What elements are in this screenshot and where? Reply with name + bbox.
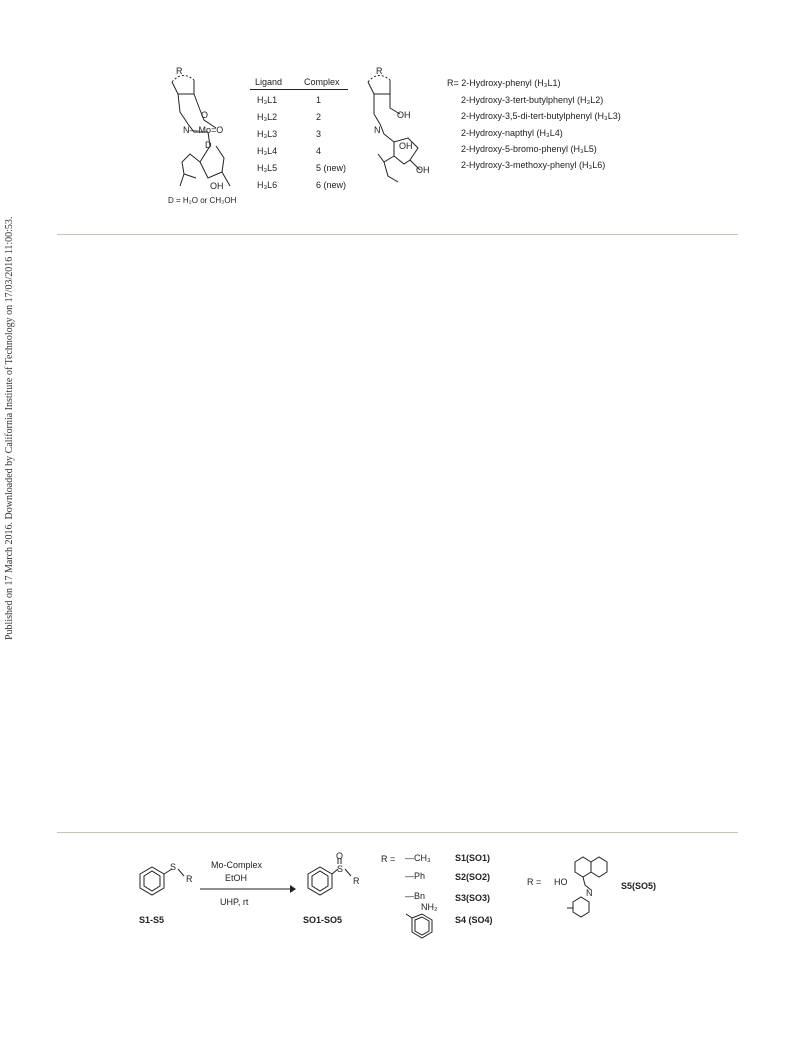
- r-definition: 2-Hydroxy-5-bromo-phenyl (H₃L5): [461, 144, 597, 154]
- reaction-arrow: [200, 884, 296, 894]
- product-label: SO1-SO5: [303, 915, 343, 925]
- ho-label: HO: [554, 877, 568, 887]
- arrow-solvent: EtOH: [225, 873, 248, 883]
- nh2-label: NH₂: [421, 902, 438, 912]
- ligand-oh-label: OH: [397, 110, 411, 120]
- r-equals: R =: [381, 854, 396, 864]
- substrate-s: S: [170, 862, 177, 872]
- r-definition: 2-Hydroxy-3-methoxy-phenyl (H₃L6): [461, 160, 606, 170]
- table-row-ligand: H₃L3: [257, 129, 278, 139]
- table-header-rule: [250, 89, 348, 90]
- complex-r-label: R: [176, 66, 183, 76]
- top-rule: [57, 234, 738, 235]
- substrate-benzene: [130, 862, 190, 912]
- r-definition: R= 2-Hydroxy-phenyl (H₃L1): [447, 78, 561, 88]
- arrow-conditions: UHP, rt: [220, 897, 249, 907]
- table-row-ligand: H₃L4: [257, 146, 278, 156]
- r-group: —Bn: [405, 891, 426, 901]
- table-row-ligand: H₃L1: [257, 95, 278, 105]
- product-o: O: [336, 851, 344, 861]
- naphthyl-imine-structure: [565, 850, 625, 930]
- aniline-ring: [400, 910, 440, 946]
- s4-label: S4 (SO4): [455, 915, 493, 925]
- table-row-complex: 6 (new): [316, 180, 347, 190]
- table-row-complex: 5 (new): [316, 163, 347, 173]
- table-row-ligand: H₃L6: [257, 180, 278, 190]
- table-row-complex: 1: [316, 95, 322, 105]
- ligand-oh-label: OH: [416, 165, 430, 175]
- d-label: D: [205, 140, 212, 150]
- r-group-label: S2(SO2): [455, 872, 491, 882]
- table-row-complex: 3: [316, 129, 322, 139]
- r-definition: 2-Hydroxy-3-tert-butylphenyl (H₃L2): [461, 95, 604, 105]
- substrate-r: R: [186, 874, 193, 884]
- r-group: —Ph: [405, 871, 426, 881]
- table-row-complex: 4: [316, 146, 322, 156]
- arrow-reagent: Mo-Complex: [211, 860, 263, 870]
- mo-label: N—Mo=O: [183, 125, 224, 135]
- table-header-complex: Complex: [304, 77, 340, 87]
- bottom-rule: [57, 832, 738, 833]
- ligand-r-label: R: [376, 66, 383, 76]
- substrate-label: S1-S5: [139, 915, 165, 925]
- side-note-text: Published on 17 March 2016. Downloaded by California Institute of Technology on 17/03/2016 11:00:53.: [4, 216, 15, 640]
- product-s: S: [337, 864, 344, 874]
- r-group-label: S3(SO3): [455, 893, 491, 903]
- oh-label: OH: [210, 181, 224, 191]
- table-row-complex: 2: [316, 112, 322, 122]
- r-equals-2: R =: [527, 877, 542, 887]
- s5-label: S5(SO5): [621, 881, 657, 891]
- ligand-oh-label: OH: [399, 141, 413, 151]
- table-row-ligand: H₃L2: [257, 112, 278, 122]
- o-label: O: [201, 110, 209, 120]
- r-group: —CH₃: [405, 853, 431, 863]
- table-row-ligand: H₃L5: [257, 163, 278, 173]
- product-benzene: [298, 862, 358, 912]
- n-label: N: [586, 888, 593, 898]
- publication-side-note: [4, 180, 20, 640]
- ligand-n-label: N: [374, 125, 381, 135]
- r-definition: 2-Hydroxy-napthyl (H₃L4): [461, 128, 563, 138]
- table-header-ligand: Ligand: [255, 77, 283, 87]
- product-r: R: [353, 876, 360, 886]
- r-group-label: S1(SO1): [455, 853, 491, 863]
- d-definition: D = H₂O or CH₃OH: [168, 196, 237, 205]
- r-definition: 2-Hydroxy-3,5-di-tert-butylphenyl (H₃L3): [461, 111, 621, 121]
